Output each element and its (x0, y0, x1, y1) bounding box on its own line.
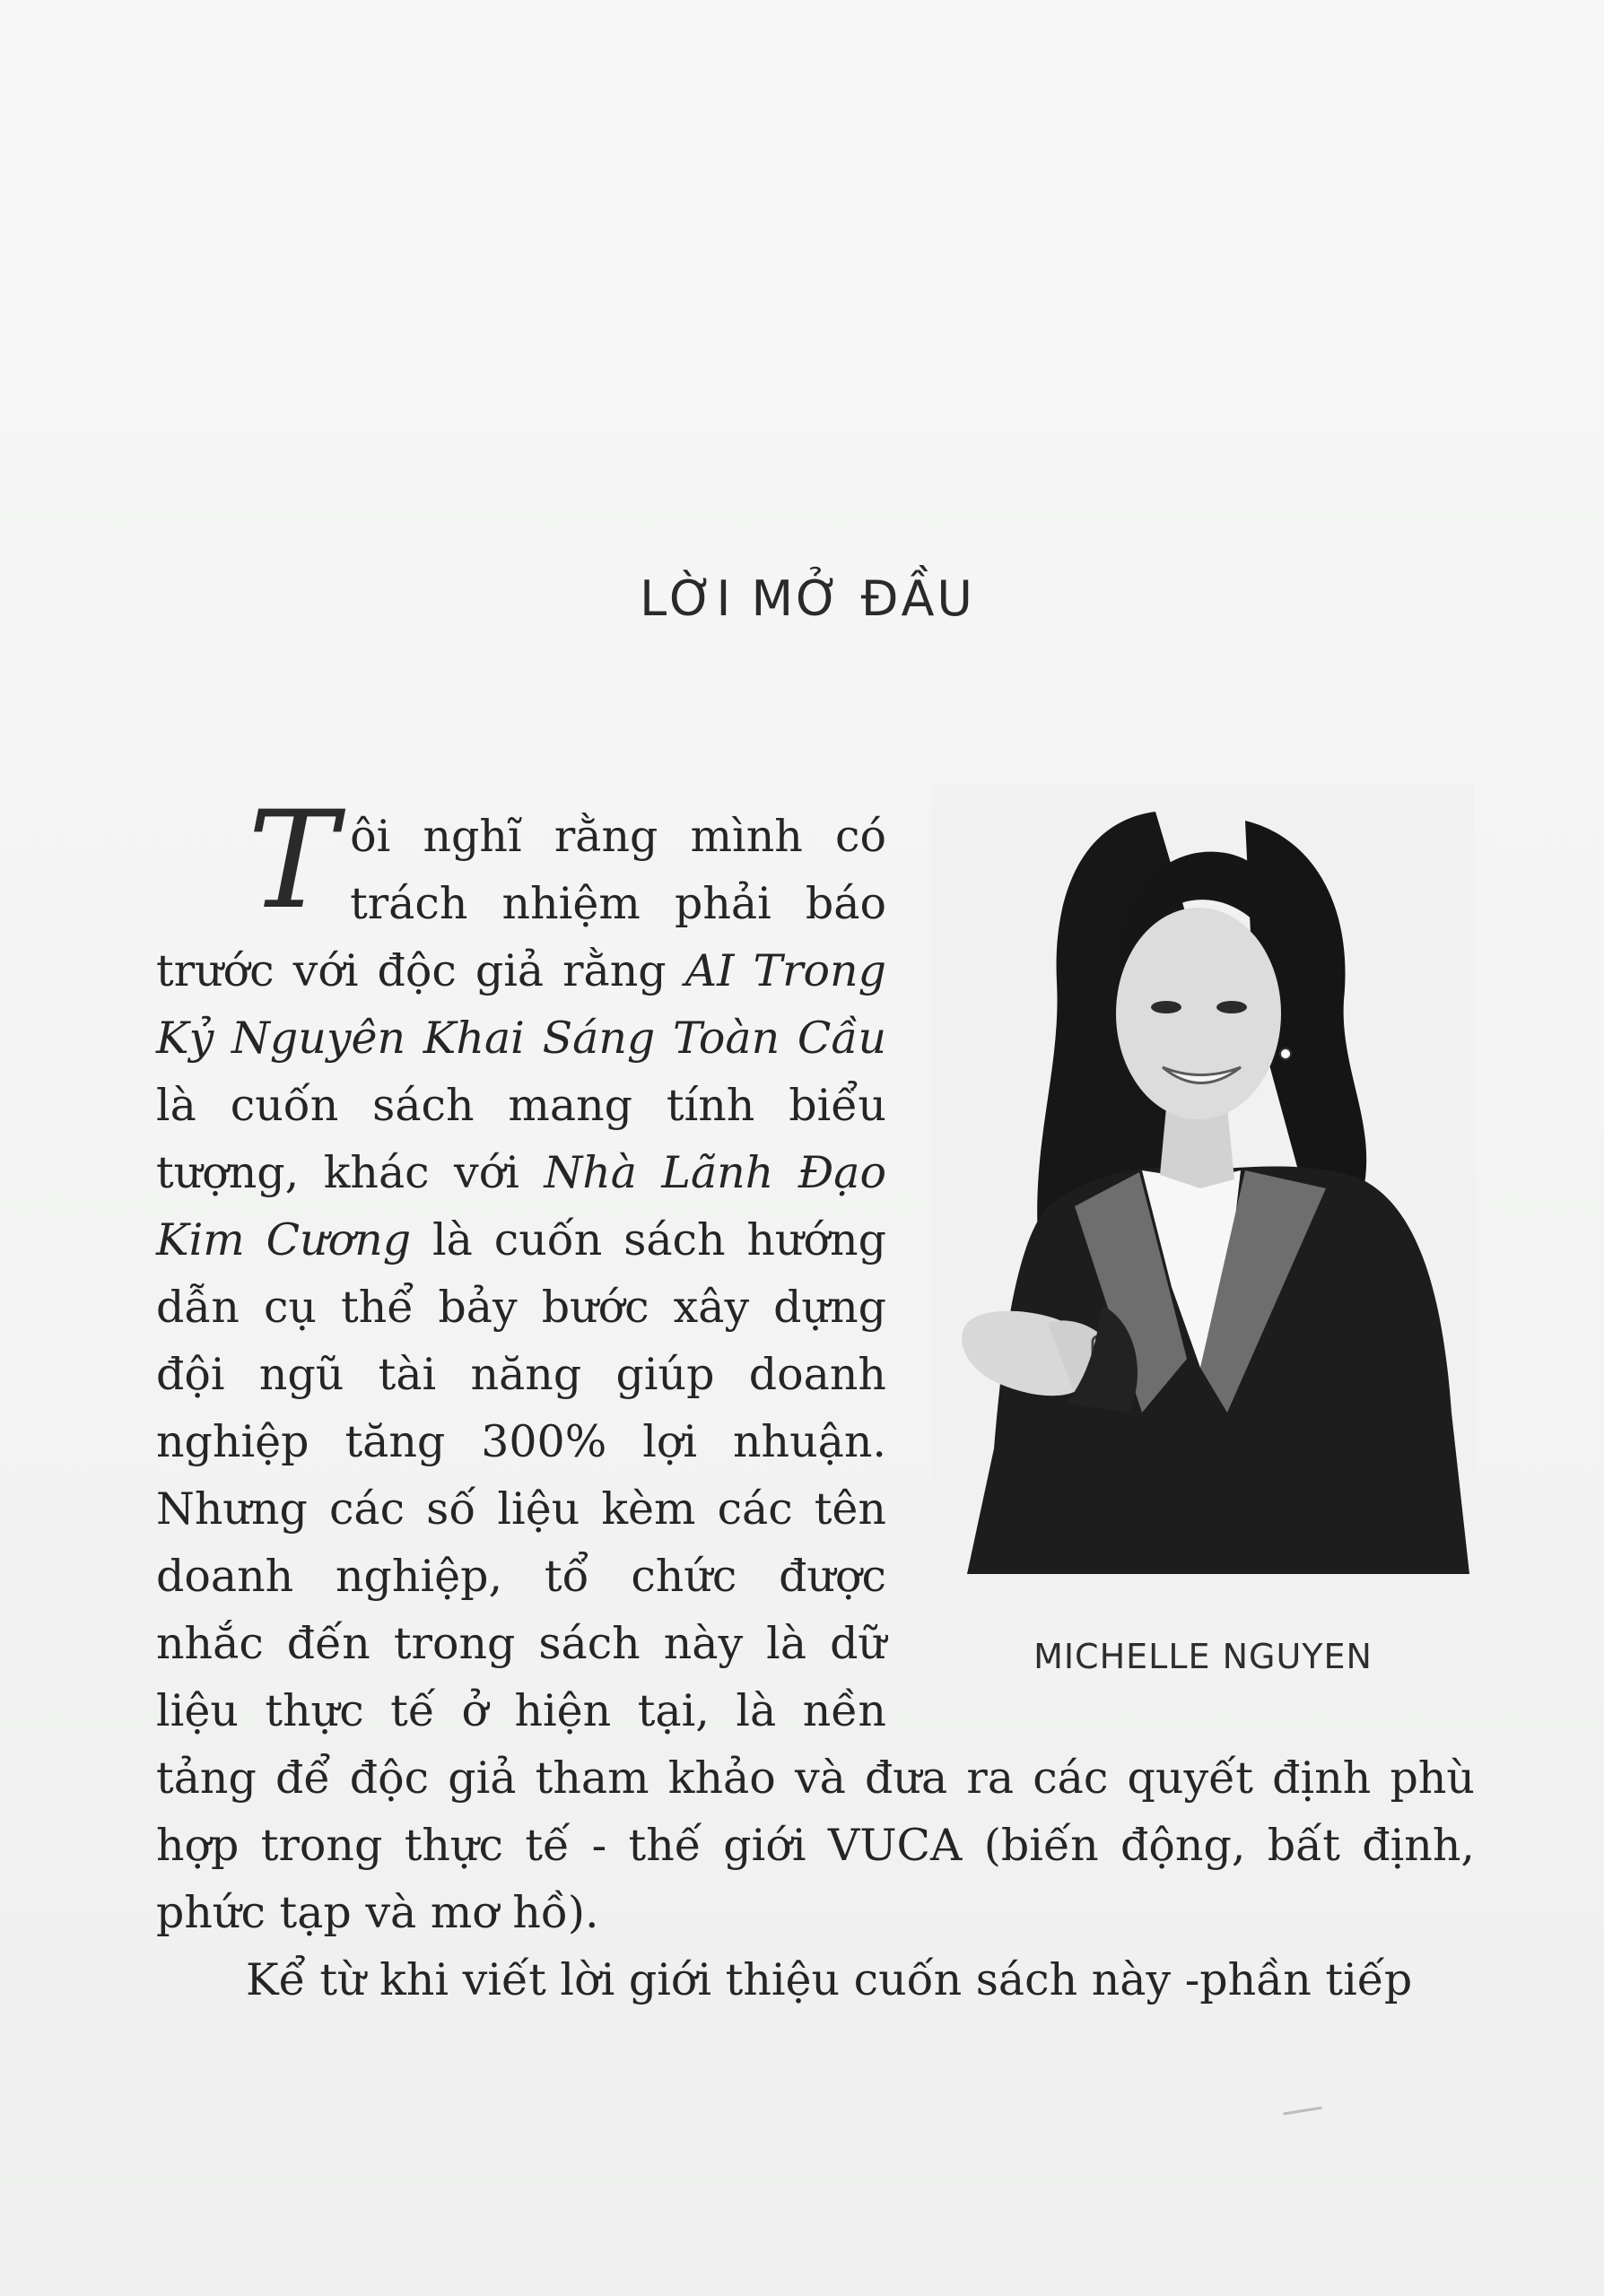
para1-text-1: ôi nghĩ rằng mình có trách nhiệm phải báo trước với độc giả rằng (156, 811, 886, 996)
paragraph-2: Kể từ khi viết lời giới thiệu cuốn sách này -phần tiếp (246, 1954, 1413, 2005)
para1-text-2: là cuốn sách mang tính biểu tượng, khác với (156, 1080, 886, 1198)
author-figure (931, 785, 1475, 1718)
photo-caption: MICHELLE NGUYEN (1033, 1637, 1373, 1676)
author-photo (931, 785, 1475, 1574)
drop-cap-letter: T (248, 783, 338, 939)
page-smudge-mark (1283, 2107, 1322, 2116)
para1-text-3: là cuốn sách hướng dẫn cụ thể bảy bước xây dựng đội ngũ tài năng giúp doanh nghiệp tăng 300% lợi nhuận. Nhưng các số liệu kèm các tên doanh nghiệp, tổ chức được nhắc đến trong sách này là dữ liệu thực tế ở hiện tại, là nền tảng để độc giả tham khảo và đưa ra các quyết định phù hợp trong thực tế - thế giới VUCA (biến động, bất định, phức tạp và mơ hồ). (156, 1214, 1475, 1938)
book-title-ai: AI Trong Kỷ Nguyên Khai Sáng Toàn Cầu (156, 945, 886, 1064)
book-title-diamond-leader: Nhà Lãnh Đạo Kim Cương (156, 1147, 886, 1265)
chapter-title: LỜI MỞ ĐẦU (640, 570, 975, 628)
body-text (156, 783, 1475, 2013)
